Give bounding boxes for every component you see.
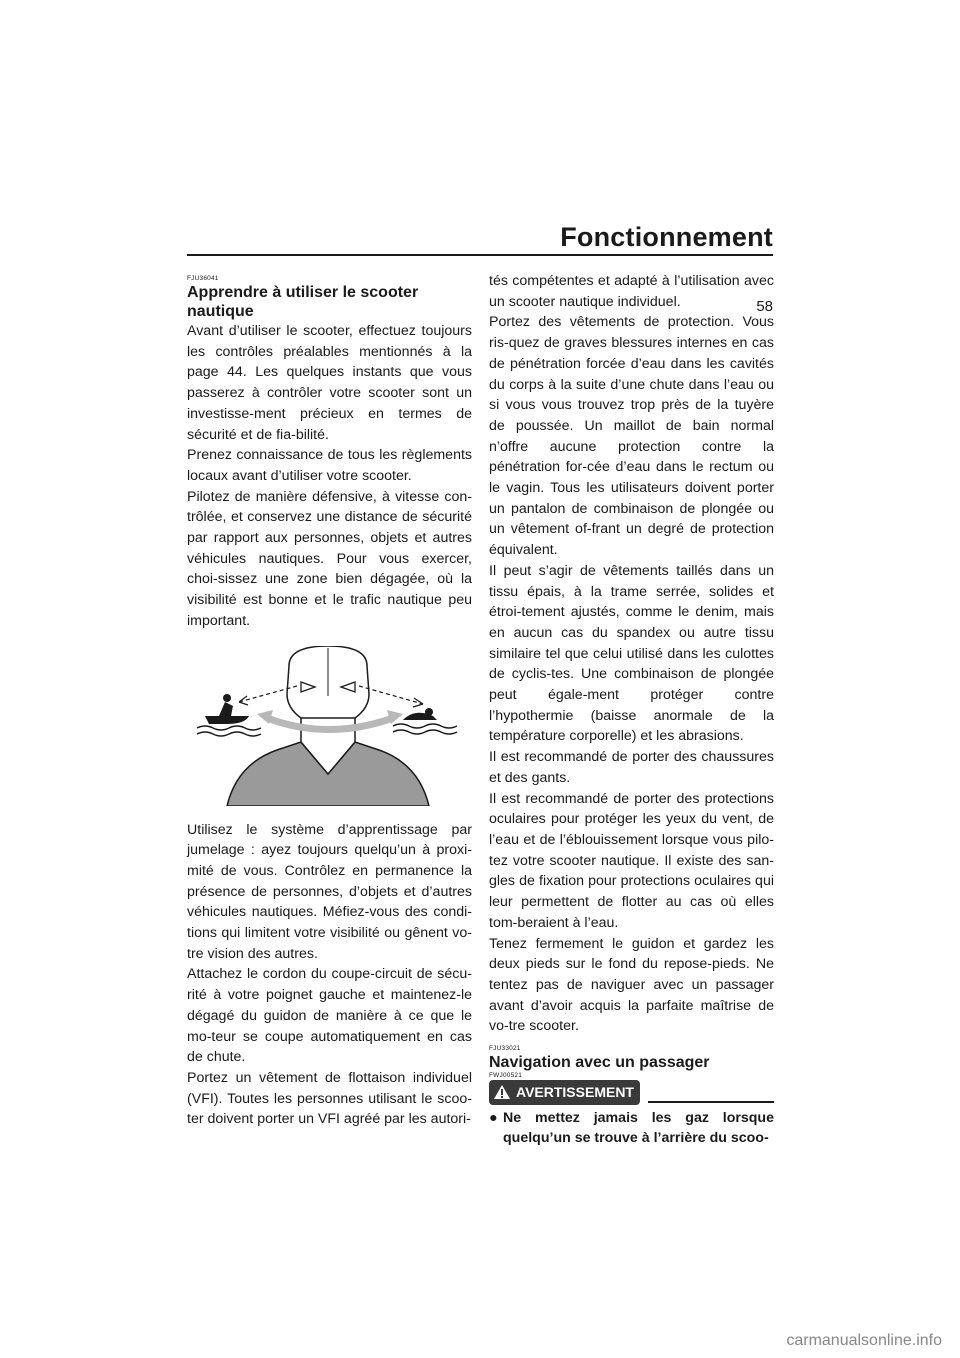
warning-code: FWJ00521: [489, 1072, 523, 1080]
section-heading: Navigation avec un passager: [489, 1054, 710, 1072]
warning-rule: [648, 1101, 774, 1103]
paragraph: Prenez connaissance de tous les règlements locaux avant d’utiliser votre scooter.: [187, 447, 472, 484]
paragraph: Portez un vêtement de flottaison individuel (VFI). Toutes les personnes utilisant le scoo-ter doivent porter un VFI agréé par les autori-: [187, 1069, 472, 1128]
paragraph: tés compétentes et adapté à l’utilisation avec un scooter nautique individuel.: [489, 273, 774, 310]
paragraph: Tenez fermement le guidon et gardez les deux pieds sur le fond du repose-pieds. Ne tentez pas de naviguer avec un passager avant d’avoir acquis la parfaite maîtrise de vo-tre scooter.: [489, 935, 774, 1035]
bullet-text: Ne mettez jamais les gaz lorsque quelqu’un se trouve à l’arrière du scoo-: [503, 1109, 774, 1147]
paragraph: Attachez le cordon du coupe-circuit de sécu-rité à votre poignet gauche et maintenez-le dégagé du guidon de manière à ce que le mo-teur se coupe automatiquement en cas de chute.: [187, 966, 472, 1066]
paragraph: Portez des vêtements de protection. Vous ris-quez de graves blessures internes en cas de pénétration forcée d’eau dans les cavités du corps à la suite d’une chute dans l’eau ou si vous vous trouvez trop près de la tuyère de poussée. Un maillot de bain normal n’offre aucune protection contre la pénétration for-cée d’eau dans le rectum ou le vagin. Tous les utilisateurs doivent porter un pantalon de combinaison de plongée ou un vêtement of-frant un degré de protection équivalent.: [489, 314, 774, 559]
warning-bullet: [489, 1108, 774, 1149]
paragraph: Pilotez de manière défensive, à vitesse con-trôlée, et conservez une distance de sécurité par rapport aux personnes, objets et autres véhicules nautiques. Pour vous exercer, choi-sissez une zone bien dégagée, où la visibilité est bonne et le trafic nautique peu important.: [187, 488, 472, 629]
paragraph: Avant d’utiliser le scooter, effectuez toujours les contrôles préalables mentionnés à la page 44. Les quelques instants que vous passerez à contrôler votre scooter sont un investisse-ment précieux en termes de sécurité et de fia-bilité.: [187, 323, 472, 443]
watermark: carmanualsonline.info: [786, 1332, 942, 1349]
section-heading: Apprendre à utiliser le scooter nautique: [187, 284, 419, 320]
header-rule: [187, 254, 773, 256]
paragraph: Utilisez le système d’apprentissage par jumelage : ayez toujours quelqu’un à proxi-mité de vous. Contrôlez en permanence la présence de personnes, d’objets et d’autres véhicules nautiques. Méfiez-vous des condi-tions qui limitent votre visibilité ou gênent vo-tre vision des autres.: [187, 821, 472, 962]
right-column: [489, 271, 774, 1149]
paragraph: Il peut s’agir de vêtements taillés dans un tissu épais, à la trame serrée, solides et étroi-tement ajustés, comme le denim, mais en aucun cas du spandex ou autre tissu similaire tel que celui utilisé dans les culottes de cyclis-tes. Une combinaison de plongée peut égale-ment protéger contre l’hypothermie (baisse anormale de la température corporelle) et les abrasions.: [489, 562, 774, 745]
warning-badge: [489, 1080, 640, 1105]
section-code: FJU33021: [489, 1045, 521, 1053]
bullet-dot: ●: [489, 1109, 498, 1126]
warning-triangle-icon: [493, 1084, 511, 1100]
section-code: FJU36041: [187, 275, 219, 282]
warning-label: AVERTISSEMENT: [516, 1084, 634, 1101]
page-header-title: Fonctionnement: [560, 222, 773, 252]
paragraph: Il est recommandé de porter des protections oculaires pour protéger les yeux du vent, de l’eau et de l’éblouissement lorsque vous pilo-tez votre scooter nautique. Il existe des san-gles de fixation pour protections oculaires qui leur permettent de flotter au cas où elles tom-beraient à l’eau.: [489, 790, 774, 931]
left-column: [187, 275, 472, 1130]
visibility-illustration: [197, 646, 459, 806]
paragraph: Il est recommandé de porter des chaussures et des gants.: [489, 749, 774, 786]
page-number: 58: [756, 298, 773, 315]
warning-banner: [489, 1080, 774, 1105]
